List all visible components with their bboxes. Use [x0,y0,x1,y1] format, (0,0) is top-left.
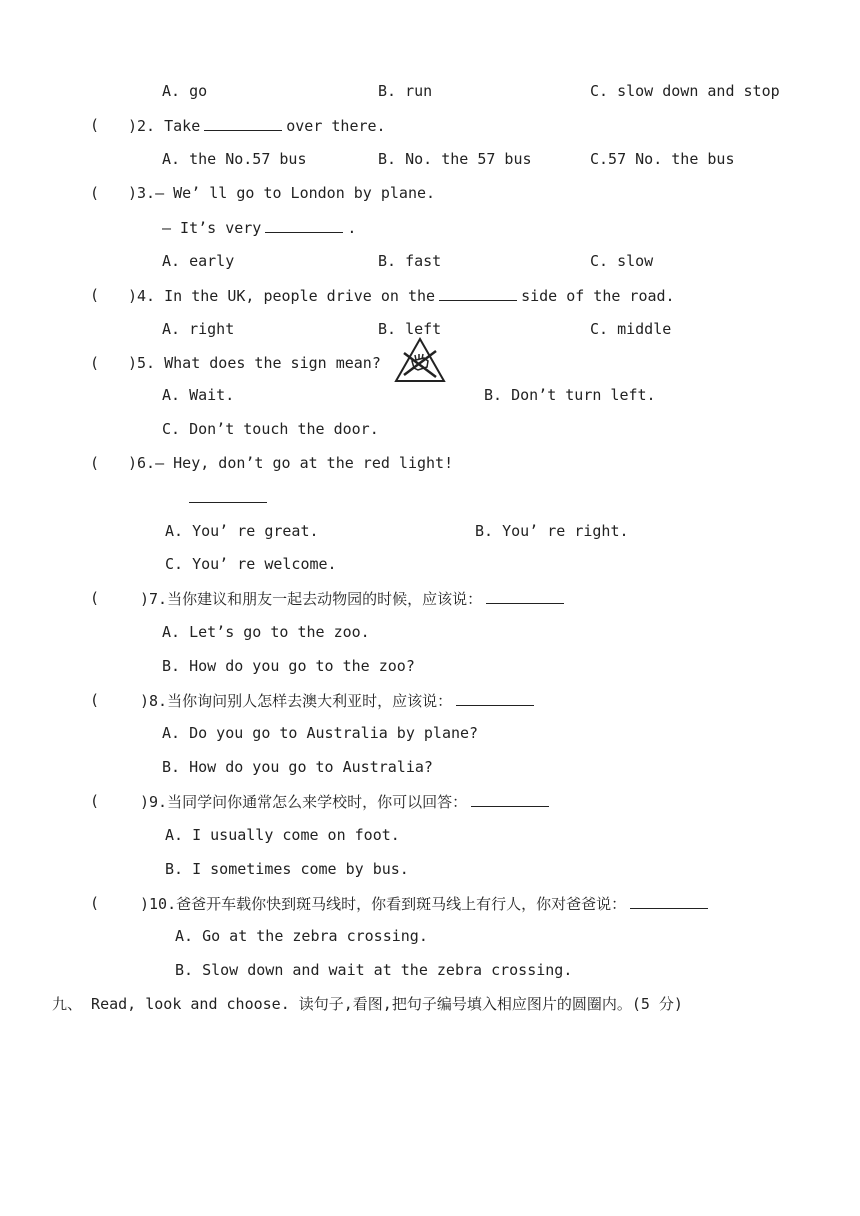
q2-question [128,116,386,135]
q7-number: )7. [140,590,168,608]
q2-option-b: B. No. the 57 bus [378,150,532,168]
q9-question [140,792,553,811]
q7-blank [486,589,564,604]
q6-option-a: A. You’ re great. [165,522,319,540]
q7-option-b: B. How do you go to the zoo? [162,657,415,675]
q8-blank [456,691,534,706]
q5-paren-open: ( [90,354,100,372]
q9-option-b: B. I sometimes come by bus. [165,860,409,878]
q3-option-c: C. slow [590,252,654,270]
q9-stem: 当同学问你通常怎么来学校时，你可以回答： [167,793,468,811]
q4-option-b: B. left [378,320,442,338]
q6-stem: — Hey, don’t go at the red light! [155,454,454,472]
q1-option-c: C. slow down and stop [590,82,780,100]
q5-stem: What does the sign mean? [164,354,381,372]
q3-option-a: A. early [162,252,235,270]
q10-stem: 爸爸开车载你快到斑马线时，你看到斑马线上有行人，你对爸爸说： [176,895,627,913]
q10-paren-open: ( [90,894,100,912]
q10-option-a: A. Go at the zebra crossing. [175,927,428,945]
q6-option-c: C. You’ re welcome. [165,555,337,573]
q3-paren-open: ( [90,184,100,202]
q1-option-a: A. go [162,82,208,100]
q4-option-a: A. right [162,320,235,338]
q3-stem-line2 [162,218,356,237]
q10-number: )10. [140,895,177,913]
q5-option-b: B. Don’t turn left. [484,386,656,404]
no-touching-sign-icon [394,337,446,383]
q2-option-a: A. the No.57 bus [162,150,307,168]
q5-question [128,354,381,372]
q2-paren-open: ( [90,116,100,134]
q8-paren-open: ( [90,691,100,709]
q4-number: )4. [128,287,156,305]
q4-question [128,286,675,305]
section-9-heading [52,995,683,1013]
q5-number: )5. [128,354,156,372]
q2-number: )2. [128,117,156,135]
q10-option-b: B. Slow down and wait at the zebra crossing. [175,961,573,979]
q3-option-b: B. fast [378,252,442,270]
q6-number: )6. [128,454,156,472]
q8-option-a: A. Do you go to Australia by plane? [162,724,479,742]
q6-paren-open: ( [90,454,100,472]
q9-blank [471,792,549,807]
q3-stem2-before: — It’s very [162,219,262,237]
q4-option-c: C. middle [590,320,672,338]
q4-paren-open: ( [90,286,100,304]
q7-stem: 当你建议和朋友一起去动物园的时候，应该说： [167,590,483,608]
q7-question [140,589,568,608]
q2-stem-after: over there. [286,117,386,135]
q8-number: )8. [140,692,168,710]
q2-stem-before: Take [164,117,201,135]
q6-question [128,454,453,472]
q4-blank [439,286,517,301]
q3-question [128,184,435,202]
q10-blank [630,894,708,909]
q7-option-a: A. Let’s go to the zoo. [162,623,370,641]
section-9-number: 九、 [52,995,83,1013]
q2-option-c: C.57 No. the bus [590,150,735,168]
q3-stem-line1: — We’ ll go to London by plane. [155,184,436,202]
q4-stem-before: In the UK, people drive on the [164,287,436,305]
q2-blank [204,116,282,131]
q5-option-c: C. Don’t touch the door. [162,420,379,438]
q6-option-b: B. You’ re right. [475,522,629,540]
q3-stem2-after: . [347,219,357,237]
q6-answer-line [189,488,267,507]
q8-option-b: B. How do you go to Australia? [162,758,433,776]
q8-question [140,691,538,710]
q10-question [140,894,712,913]
q9-number: )9. [140,793,168,811]
q5-option-a: A. Wait. [162,386,235,404]
q3-number: )3. [128,184,156,202]
q1-option-b: B. run [378,82,433,100]
q9-paren-open: ( [90,792,100,810]
q8-stem: 当你询问别人怎样去澳大利亚时，应该说： [167,692,453,710]
q4-stem-after: side of the road. [521,287,675,305]
q6-blank [189,488,267,503]
q9-option-a: A. I usually come on foot. [165,826,400,844]
q7-paren-open: ( [90,589,100,607]
section-9-title: Read, look and choose. 读句子,看图,把句子编号填入相应图片的圆圈内。(5 分) [91,995,683,1013]
q3-blank [265,218,343,233]
